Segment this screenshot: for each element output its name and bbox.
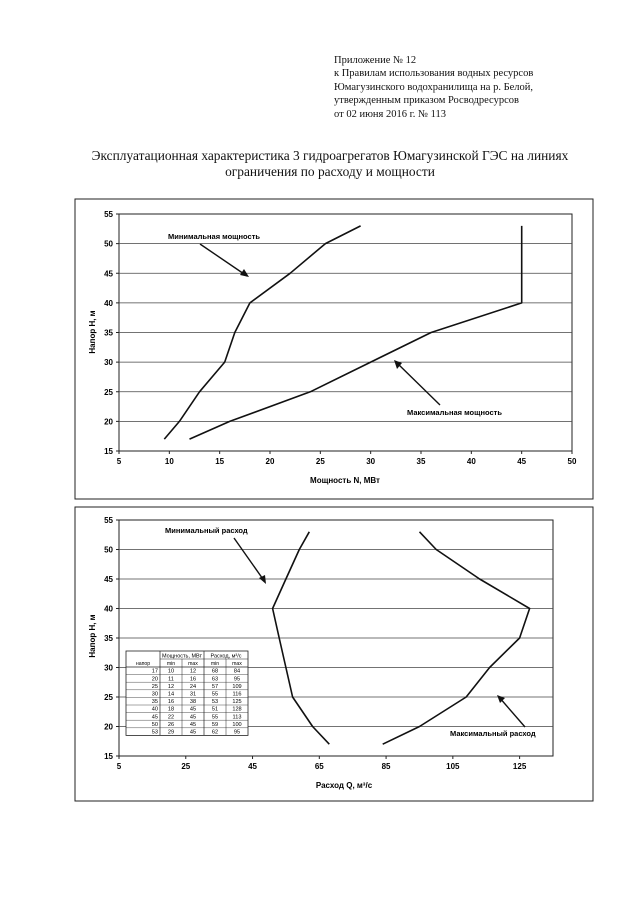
table-column-header: max [188,661,198,667]
table-cell: 29 [167,729,175,736]
power-x-tick-label: 45 [517,457,527,466]
annotation-max-power: Максимальная мощность [407,408,502,417]
annotation-min-flow: Минимальный расход [165,526,248,535]
table-cell: 109 [232,683,242,690]
power-x-tick-label: 10 [164,457,174,466]
table-cell: 57 [211,683,219,690]
annotation-max-flow: Максимальный расход [450,729,536,738]
flow-y-tick-label: 40 [104,604,113,614]
table-cell: 25 [151,683,158,690]
table-group-header: Расход, м³/с [210,653,242,660]
table-cell: 53 [211,699,219,706]
table-cell: 10 [167,668,175,675]
power-x-tick-label: 50 [567,457,577,466]
table-cell: 53 [151,729,158,736]
table-cell: 45 [189,729,197,736]
flow-y-tick-label: 20 [104,722,113,732]
table-cell: 12 [189,668,197,675]
table-cell: 20 [151,676,158,683]
arrowhead-min-flow [259,575,266,584]
flow-x-tick-label: 5 [116,762,122,771]
table-cell: 59 [211,721,219,728]
table-cell: 113 [232,714,242,721]
values-table [126,651,248,736]
table-cell: 31 [189,691,197,698]
annotation-min-power: Минимальная мощность [168,232,260,241]
flow-x-axis-label: Расход Q, м³/с [315,781,373,790]
power-x-tick-label: 20 [265,457,275,466]
power-y-tick-label: 55 [104,210,113,219]
table-cell: 55 [211,714,219,721]
flow-y-tick-label: 30 [104,663,113,673]
arrow-min-flow [234,538,265,582]
table-group-header: Мощность, МВт [161,653,203,660]
table-column-header: min [166,661,176,667]
appendix-line-2: к Правилам использования водных ресурсов [334,68,534,80]
flow-y-tick-label: 50 [104,545,113,555]
appendix-number: Приложение № 12 [334,55,417,66]
power-x-tick-label: 35 [416,457,426,466]
table-cell: 26 [167,721,175,728]
power-x-axis-label: Мощность N, МВт [310,476,380,485]
power-y-axis-label: Напор H, м [88,310,97,354]
power-x-tick-label: 15 [215,457,225,466]
flow-x-tick-label: 105 [446,762,460,771]
table-cell: 62 [211,729,219,736]
table-cell: 14 [167,691,175,698]
arrow-max-flow [499,697,525,727]
table-cell: 30 [151,691,158,698]
table-cell: 128 [232,706,242,713]
flow-x-tick-label: 125 [512,762,527,771]
table-cell: 95 [233,676,241,683]
power-y-tick-label: 15 [104,447,113,456]
power-x-tick-label: 25 [315,457,325,466]
power-x-tick-label: 40 [466,457,476,466]
table-cell: 95 [233,729,241,736]
table-column-header: напор [135,661,151,667]
flow-x-tick-label: 85 [381,762,391,771]
table-cell: 35 [151,699,158,706]
power-y-tick-label: 20 [104,417,113,427]
table-cell: 45 [151,714,158,721]
flow-y-tick-label: 15 [104,752,113,761]
table-cell: 22 [167,714,175,721]
table-cell: 68 [211,668,219,675]
flow-y-tick-label: 45 [104,575,113,584]
flow-x-tick-label: 65 [314,762,324,771]
table-cell: 38 [189,699,197,706]
table-cell: 50 [151,721,158,728]
title-line-1: Эксплуатационная характеристика 3 гидроагрегатов Юмагузинской ГЭС на линиях [91,148,569,163]
power-x-tick-label: 30 [366,457,376,466]
table-cell: 12 [167,683,175,690]
table-cell: 40 [151,706,158,713]
table-cell: 63 [211,676,219,683]
appendix-line-4: утвержденным приказом Росводресурсов [334,95,519,107]
table-cell: 45 [189,706,197,713]
power-y-tick-label: 45 [104,269,113,279]
power-y-tick-label: 30 [104,358,113,368]
table-column-header: max [232,661,242,667]
power-y-tick-label: 40 [104,298,113,308]
flow-y-axis-label: Напор H, м [88,614,97,658]
flow-y-tick-label: 25 [104,693,113,702]
flow-x-tick-label: 45 [248,762,257,771]
table-cell: 45 [189,714,197,721]
table-cell: 17 [151,668,158,675]
table-cell: 84 [233,668,241,675]
power-x-tick-label: 5 [116,457,122,466]
table-column-header: min [210,661,220,667]
table-cell: 55 [211,691,219,698]
table-cell: 45 [189,721,197,728]
flow-x-tick-label: 25 [181,762,191,771]
table-cell: 51 [211,706,219,713]
table-cell: 24 [189,683,197,690]
title-line-2: ограничения по расходу и мощности [225,164,435,179]
table-cell: 116 [232,691,242,698]
table-cell: 16 [189,676,197,683]
power-y-tick-label: 50 [104,239,113,249]
appendix-line-5: от 02 июня 2016 г. № 113 [334,108,446,120]
power-y-tick-label: 35 [104,328,113,338]
table-cell: 16 [167,699,175,706]
flow-y-tick-label: 35 [104,634,113,643]
table-cell: 18 [167,706,175,713]
table-cell: 125 [232,699,242,706]
flow-y-tick-label: 55 [104,516,113,525]
table-cell: 11 [168,676,174,683]
table-cell: 100 [232,721,242,728]
power-y-tick-label: 25 [104,387,113,397]
appendix-line-3: Юмагузинского водохранилища на р. Белой, [334,81,533,93]
